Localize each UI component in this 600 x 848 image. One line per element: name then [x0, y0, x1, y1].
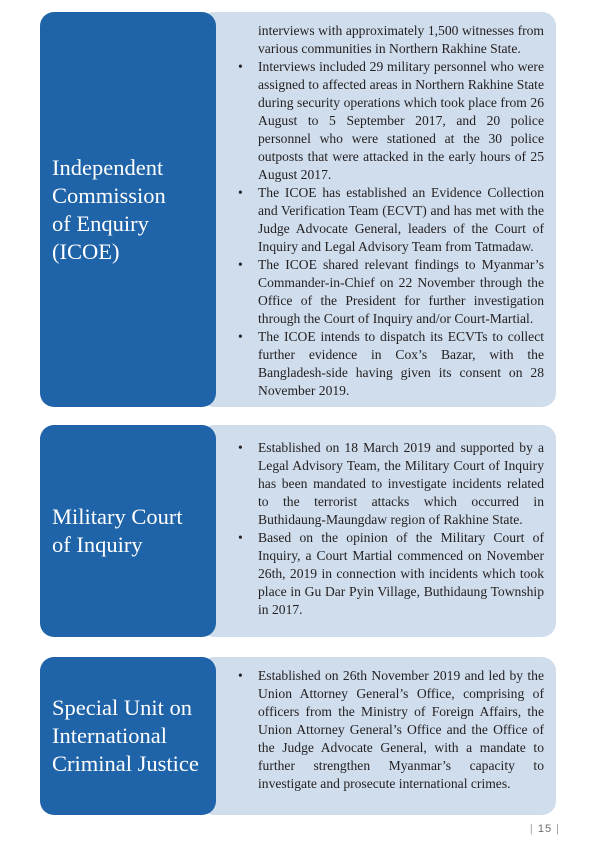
bullet-glyph: •	[238, 530, 243, 545]
bullet-item: • Based on the opinion of the Military Court of Inquiry, a Court Martial commenced on November 26th, 2019 in connection with incidents which took place in Gu Dar Pyin Village, Buthidaung Township in 2017.	[238, 530, 544, 617]
section-title: Special Unit on International Criminal Justice	[52, 695, 199, 776]
section-title-box	[40, 657, 216, 815]
bullet-glyph: •	[238, 185, 243, 200]
bullet-list	[236, 439, 544, 619]
bullet-glyph: •	[238, 668, 243, 683]
continuation-text: interviews with approximately 1,500 witnesses from various communities in Northern Rakhine State.	[258, 23, 544, 56]
bullet-glyph: •	[238, 59, 243, 74]
bullet-item: • The ICOE intends to dispatch its ECVTs to collect further evidence in Cox’s Bazar, with the Bangladesh-side having given its consent on 28 November 2019.	[238, 329, 544, 398]
section-title-box	[40, 425, 216, 637]
section-title-box	[40, 12, 216, 407]
page-number: | 15 |	[529, 823, 560, 835]
bullet-item: • Established on 26th November 2019 and led by the Union Attorney General’s Office, comprising of officers from the Ministry of Foreign Affairs, the Union Attorney General’s Office and the Office of the Judge Advocate General, with a mandate to further strengthen Myanmar’s capacity to investigate and prosecute international crimes.	[238, 668, 544, 791]
bullet-item: • Established on 18 March 2019 and supported by a Legal Advisory Team, the Military Court of Inquiry has been mandated to investigate incidents related to the terrorist attacks which occurred in Buthidaung-Maungdaw region of Rakhine State.	[238, 440, 544, 527]
bullet-item: • Interviews included 29 military personnel who were assigned to affected areas in Northern Rakhine State during security operations which took place from 26 August to 5 September 2017, and 20 police personnel who were stationed at the 30 police outposts that were attacked in the early hours of 25 August 2017.	[238, 59, 544, 182]
section-special-unit	[40, 657, 556, 815]
bullet-list	[236, 22, 544, 400]
bullet-glyph: •	[238, 257, 243, 272]
bullet-item: • The ICOE shared relevant findings to Myanmar’s Commander-in-Chief on 22 November through the Office of the President for further investigation through the Court of Inquiry and/or Court-Martial.	[238, 257, 544, 326]
section-icoe	[40, 12, 556, 407]
bullet-glyph: •	[238, 329, 243, 344]
bullet-item: • The ICOE has established an Evidence Collection and Verification Team (ECVT) and has met with the Judge Advocate General, leaders of the Court of Inquiry and Legal Advisory Team from Tatmadaw.	[238, 185, 544, 254]
section-title: Military Court of Inquiry	[52, 504, 183, 557]
bullet-glyph: •	[238, 440, 243, 455]
section-military-court	[40, 425, 556, 637]
bullet-list	[236, 667, 544, 793]
section-title: Independent Commission of Enquiry (ICOE)	[52, 154, 166, 264]
